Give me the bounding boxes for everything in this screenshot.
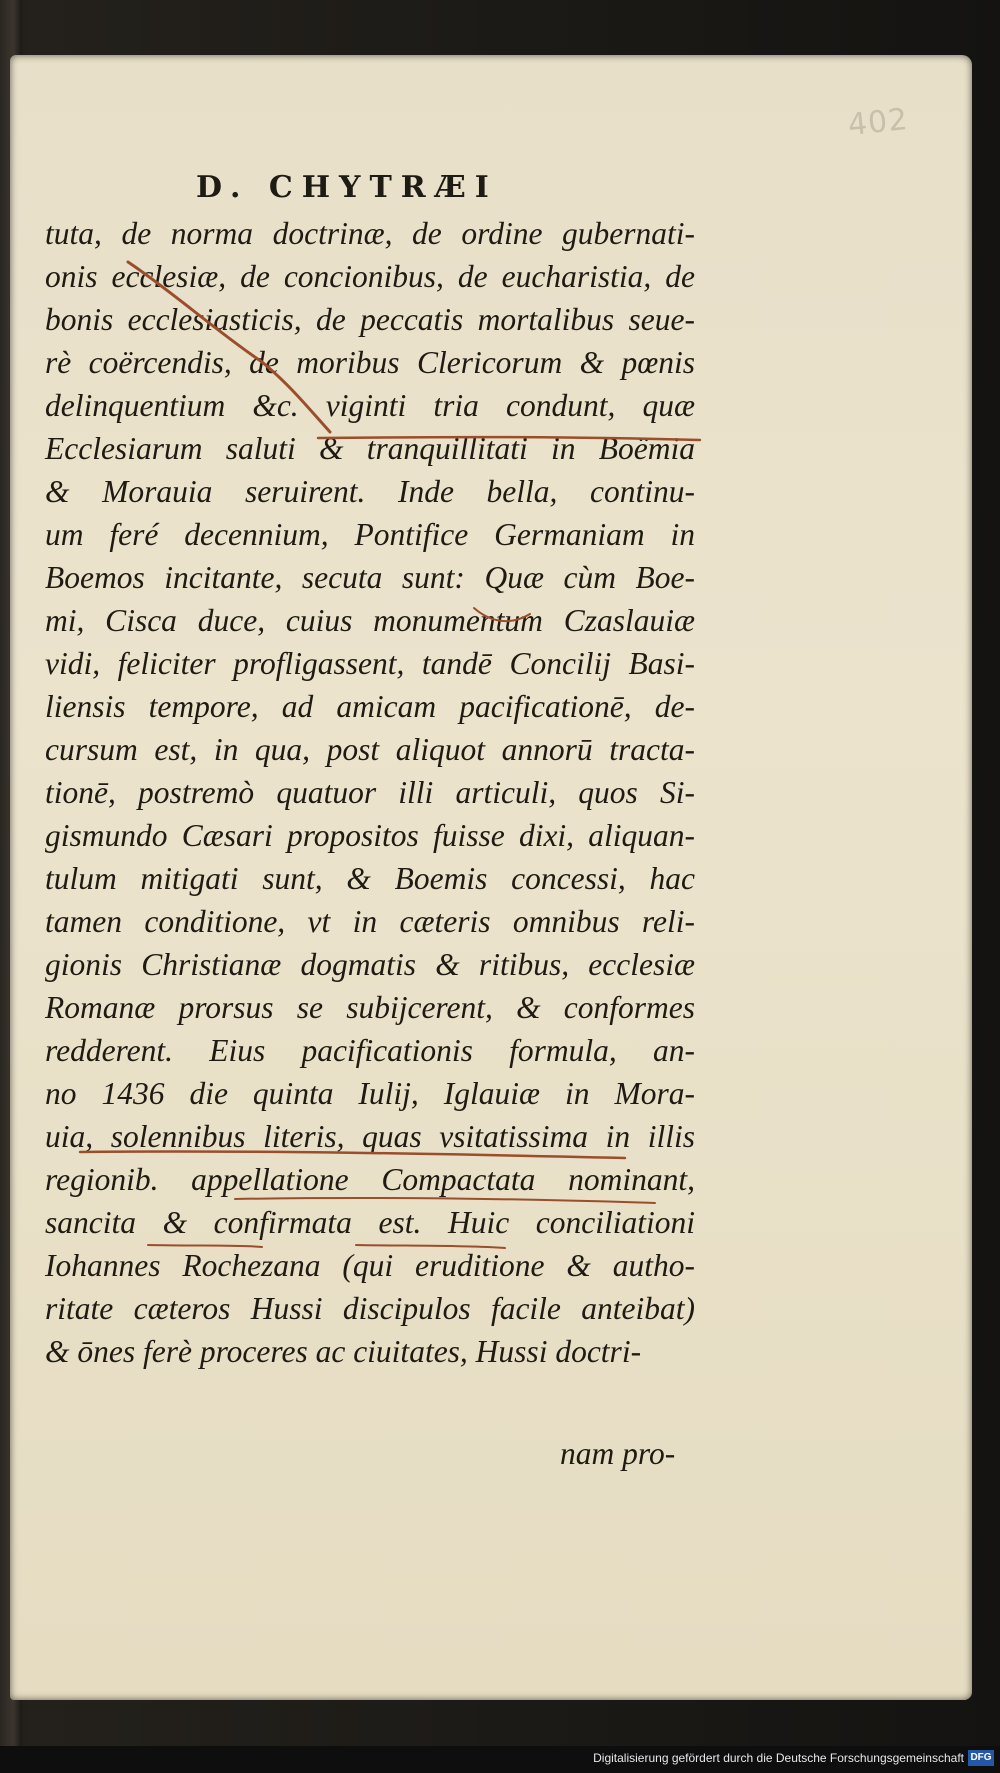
text-line: redderent. Eius pacificationis formula, an- bbox=[45, 1033, 695, 1068]
text-line: ritate cæteros Hussi discipulos facile anteibat) bbox=[45, 1291, 695, 1326]
footer-credit: Digitalisierung gefördert durch die Deutsche Forschungsgemeinschaft bbox=[593, 1751, 964, 1765]
text-line: Boemos incitante, secuta sunt: Quæ cùm Boe- bbox=[45, 560, 695, 595]
text-line: rè coërcendis, de moribus Clericorum & pœnis bbox=[45, 345, 695, 380]
dfg-logo: DFG bbox=[968, 1750, 994, 1766]
text-line: Romanæ prorsus se subijcerent, & conformes bbox=[45, 990, 695, 1025]
text-line: no 1436 die quinta Iulij, Iglauiæ in Mora- bbox=[45, 1076, 695, 1111]
text-line: tuta, de norma doctrinæ, de ordine gubernati- bbox=[45, 216, 695, 251]
folio-note: 402 bbox=[846, 101, 910, 144]
text-line: regionib. appellatione Compactata nominant, bbox=[45, 1162, 695, 1197]
text-line: & Morauia seruirent. Inde bella, continu- bbox=[45, 474, 695, 509]
text-line: tionē, postremò quatuor illi articuli, quos Si- bbox=[45, 775, 695, 810]
text-line: gismundo Cæsari propositos fuisse dixi, aliquan- bbox=[45, 818, 695, 853]
text-line: um feré decennium, Pontifice Germaniam in bbox=[45, 517, 695, 552]
text-line: liensis tempore, ad amicam pacificationē, de- bbox=[45, 689, 695, 724]
text-line: onis ecclesiæ, de concionibus, de eucharistia, de bbox=[45, 259, 695, 294]
text-line: & ōnes ferè proceres ac ciuitates, Hussi doctri- bbox=[45, 1334, 642, 1369]
text-line: tulum mitigati sunt, & Boemis concessi, hac bbox=[45, 861, 695, 896]
text-line: tamen conditione, vt in cæteris omnibus reli- bbox=[45, 904, 695, 939]
text-block bbox=[45, 212, 695, 1373]
text-line: bonis ecclesiasticis, de peccatis mortalibus seue- bbox=[45, 302, 695, 337]
text-line: gionis Christianæ dogmatis & ritibus, ecclesiæ bbox=[45, 947, 695, 982]
text-line: cursum est, in qua, post aliquot annorū tracta- bbox=[45, 732, 695, 767]
text-line: uia, solennibus literis, quas vsitatissima in illis bbox=[45, 1119, 695, 1154]
text-line: delinquentium &c. viginti tria condunt, quæ bbox=[45, 388, 695, 423]
running-head: D. CHYTRÆI bbox=[196, 170, 498, 205]
catchword: nam pro- bbox=[560, 1436, 676, 1471]
text-line: mi, Cisca duce, cuius monumentum Czaslauiæ bbox=[45, 603, 695, 638]
text-line: Iohannes Rochezana (qui eruditione & autho- bbox=[45, 1248, 695, 1283]
digitization-footer bbox=[0, 1746, 1000, 1773]
text-line: Ecclesiarum saluti & tranquillitati in Boëmia bbox=[45, 431, 695, 466]
text-line: sancita & confirmata est. Huic conciliationi bbox=[45, 1205, 695, 1240]
text-line: vidi, feliciter profligassent, tandē Concilij Basi- bbox=[45, 646, 695, 681]
